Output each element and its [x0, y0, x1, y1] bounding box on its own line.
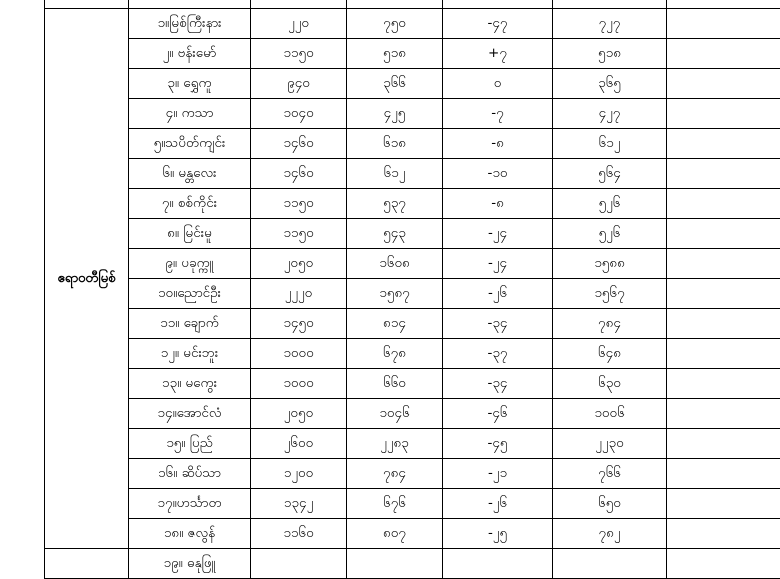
value2-cell: ၆၁၂	[347, 159, 443, 189]
value5-cell	[667, 399, 780, 429]
value4-cell-next	[553, 549, 667, 579]
table-row	[45, 519, 780, 549]
township-cell: ၈။ မြင်းမူ	[129, 219, 251, 249]
table-row	[45, 309, 780, 339]
value2-cell: ၆၇၆	[347, 489, 443, 519]
region-cell-next	[45, 549, 129, 579]
value1-cell: ၂၀၅၀	[251, 249, 347, 279]
value2-cell: ၅၁၈	[347, 39, 443, 69]
value3-cell: -၄၅	[443, 429, 553, 459]
value3-cell: -၄၇	[443, 9, 553, 39]
value5-cell	[667, 459, 780, 489]
value4-cell: ၇၈၂	[553, 519, 667, 549]
township-cell: ၁၆။ ဆိပ်သာ	[129, 459, 251, 489]
value4-cell: ၆၃၀	[553, 369, 667, 399]
value4-cell: ၁၀၀၆	[553, 399, 667, 429]
township-cell: ၁၅။ ပြည်	[129, 429, 251, 459]
value4-cell: ၁၅၆၇	[553, 279, 667, 309]
value1-cell: ၁၀၀၀	[251, 369, 347, 399]
table-row	[45, 399, 780, 429]
value2-cell: ၁၅၈၇	[347, 279, 443, 309]
township-data-table	[44, 0, 780, 579]
value3-cell: -၃၄	[443, 369, 553, 399]
value4-cell: ၆၁၂	[553, 129, 667, 159]
value3-cell: -၂၄	[443, 249, 553, 279]
value4-cell: ၅၂၆	[553, 189, 667, 219]
value3-cell: -၂၆	[443, 279, 553, 309]
value4-cell: ၇၂၇	[553, 9, 667, 39]
value4-cell: ၃၆၅	[553, 69, 667, 99]
table-row-clipped-bottom	[45, 549, 780, 579]
table-row	[45, 39, 780, 69]
value5-cell	[667, 159, 780, 189]
value1-cell: ၁၂၀၀	[251, 459, 347, 489]
table-row	[45, 189, 780, 219]
value5-cell	[667, 339, 780, 369]
township-cell: ၂။ ဗန်းမော်	[129, 39, 251, 69]
value5-cell-clipped	[667, 0, 780, 9]
value1-cell-clipped	[251, 0, 347, 9]
value4-cell: ၅၆၄	[553, 159, 667, 189]
value5-cell	[667, 429, 780, 459]
table-body	[45, 0, 780, 579]
value3-cell: -၂၄	[443, 219, 553, 249]
value1-cell: ၂၂၂၀	[251, 279, 347, 309]
value3-cell: +၇	[443, 39, 553, 69]
value5-cell	[667, 189, 780, 219]
township-cell: ၁၄။အောင်လံ	[129, 399, 251, 429]
value3-cell: -၁၀	[443, 159, 553, 189]
value5-cell	[667, 219, 780, 249]
value4-cell: ၇၆၆	[553, 459, 667, 489]
township-cell: ၁၃။ မကွေး	[129, 369, 251, 399]
township-cell: ၁၁။ ချောက်	[129, 309, 251, 339]
value1-cell: ၉၄၀	[251, 69, 347, 99]
value3-cell: -၂၆	[443, 489, 553, 519]
value2-cell: ၈၀၇	[347, 519, 443, 549]
value5-cell	[667, 309, 780, 339]
region-cell: ဧရာဝတီမြစ်	[45, 9, 129, 549]
value2-cell: ၃၆၆	[347, 69, 443, 99]
township-cell: ၁၂။ မင်းဘူး	[129, 339, 251, 369]
value3-cell: -၈	[443, 129, 553, 159]
value3-cell-clipped	[443, 0, 553, 9]
value5-cell	[667, 279, 780, 309]
value5-cell	[667, 369, 780, 399]
value1-cell: ၁၀၀၀	[251, 339, 347, 369]
value2-cell: ၈၁၄	[347, 309, 443, 339]
table-row	[45, 339, 780, 369]
value5-cell	[667, 69, 780, 99]
township-cell-clipped	[129, 0, 251, 9]
township-cell: ၅။သပိတ်ကျင်း	[129, 129, 251, 159]
table-row-clipped-top	[45, 0, 780, 9]
value2-cell: ၆၇၈	[347, 339, 443, 369]
value1-cell: ၁၃၄၂	[251, 489, 347, 519]
township-cell: ၉။ ပခုက္ကူ	[129, 249, 251, 279]
township-cell: ၇။ စစ်ကိုင်း	[129, 189, 251, 219]
value2-cell-clipped	[347, 0, 443, 9]
table-row	[45, 9, 780, 39]
value5-cell	[667, 519, 780, 549]
value1-cell: ၁၁၅၀	[251, 189, 347, 219]
value4-cell: ၅၂၆	[553, 219, 667, 249]
value5-cell	[667, 9, 780, 39]
township-cell: ၁။မြစ်ကြီးနား	[129, 9, 251, 39]
value1-cell: ၂၂၀	[251, 9, 347, 39]
value1-cell: ၁၄၆၀	[251, 159, 347, 189]
value2-cell: ၄၂၅	[347, 99, 443, 129]
table-row	[45, 129, 780, 159]
township-cell: ၃။ ရွှေကူ	[129, 69, 251, 99]
township-cell: ၁၈။ ဇလွန်	[129, 519, 251, 549]
table-row	[45, 159, 780, 189]
value4-cell: ၁၅၈၈	[553, 249, 667, 279]
table-row	[45, 429, 780, 459]
value1-cell: ၂၆၀၀	[251, 429, 347, 459]
value4-cell: ၆၄၈	[553, 339, 667, 369]
value3-cell: -၂၁	[443, 459, 553, 489]
value4-cell: ၅၁၈	[553, 39, 667, 69]
value4-cell: ၇၈၄	[553, 309, 667, 339]
value5-cell	[667, 39, 780, 69]
value2-cell: ၅၄၃	[347, 219, 443, 249]
value3-cell: ၀	[443, 69, 553, 99]
value2-cell: ၆၁၈	[347, 129, 443, 159]
value3-cell: -၃၄	[443, 309, 553, 339]
value1-cell: ၁၁၅၀	[251, 39, 347, 69]
township-cell: ၄။ ကသာ	[129, 99, 251, 129]
value5-cell-next	[667, 549, 780, 579]
value4-cell: ၆၅၀	[553, 489, 667, 519]
value5-cell	[667, 489, 780, 519]
region-cell-clipped	[45, 0, 129, 9]
table-row	[45, 219, 780, 249]
value5-cell	[667, 249, 780, 279]
value1-cell: ၁၄၅၀	[251, 309, 347, 339]
value5-cell	[667, 99, 780, 129]
value1-cell: ၁၁၅၀	[251, 219, 347, 249]
value3-cell: -၈	[443, 189, 553, 219]
value2-cell: ၇၅၀	[347, 9, 443, 39]
value3-cell: -၄၆	[443, 399, 553, 429]
value3-cell: -၃၇	[443, 339, 553, 369]
table-row	[45, 489, 780, 519]
value2-cell: ၆၆၀	[347, 369, 443, 399]
value3-cell-next	[443, 549, 553, 579]
table-row	[45, 249, 780, 279]
value4-cell: ၄၂၇	[553, 99, 667, 129]
township-cell: ၁၇။ဟင်္သာတ	[129, 489, 251, 519]
value2-cell-next	[347, 549, 443, 579]
township-cell-next: ၁၉။ ဓနုဖြူ	[129, 549, 251, 579]
table-row	[45, 369, 780, 399]
table-row	[45, 279, 780, 309]
value1-cell-next	[251, 549, 347, 579]
value4-cell-clipped	[553, 0, 667, 9]
value1-cell: ၁၄၆၀	[251, 129, 347, 159]
value2-cell: ၁၆၀၈	[347, 249, 443, 279]
value2-cell: ၅၃၇	[347, 189, 443, 219]
table-row	[45, 69, 780, 99]
table-row	[45, 99, 780, 129]
value2-cell: ၇၈၄	[347, 459, 443, 489]
value4-cell: ၂၂၃၀	[553, 429, 667, 459]
table-row	[45, 459, 780, 489]
township-cell: ၆။ မန္တလေး	[129, 159, 251, 189]
township-cell: ၁၀။ညောင်ဦး	[129, 279, 251, 309]
value1-cell: ၁၀၄၀	[251, 99, 347, 129]
value3-cell: -၂၅	[443, 519, 553, 549]
value1-cell: ၂၀၅၀	[251, 399, 347, 429]
value2-cell: ၁၀၄၆	[347, 399, 443, 429]
value3-cell: -၇	[443, 99, 553, 129]
value1-cell: ၁၁၆၀	[251, 519, 347, 549]
value2-cell: ၂၂၈၃	[347, 429, 443, 459]
value5-cell	[667, 129, 780, 159]
